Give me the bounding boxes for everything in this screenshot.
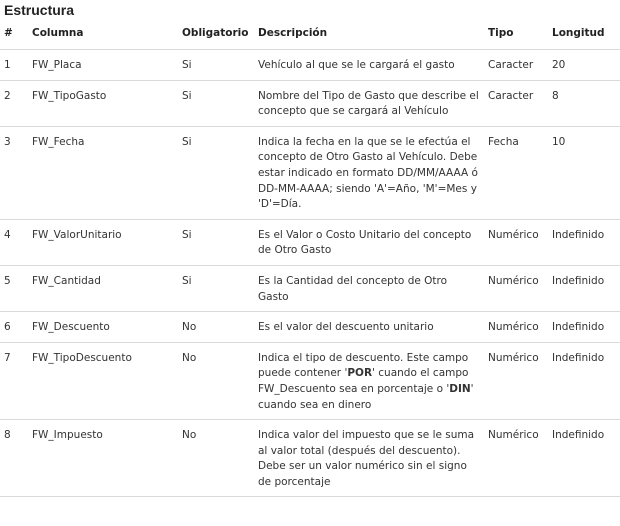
header-column: Columna (28, 22, 178, 50)
section-heading: Estructura (4, 2, 75, 18)
type-value: Numérico (484, 420, 548, 497)
description: Es el Valor o Costo Unitario del concepto de Otro Gasto (254, 219, 484, 265)
table-row (0, 219, 620, 265)
header-number: # (0, 22, 28, 50)
column-name: FW_Descuento (28, 312, 178, 343)
description-text: ' cuando sea en dinero (258, 382, 474, 411)
required-value: Si (178, 126, 254, 219)
table-row (0, 420, 620, 497)
type-value: Numérico (484, 219, 548, 265)
structure-table (0, 22, 620, 497)
column-name: FW_ValorUnitario (28, 219, 178, 265)
required-value: Si (178, 50, 254, 81)
row-number: 4 (0, 219, 28, 265)
column-name: FW_Cantidad (28, 265, 178, 311)
type-value: Fecha (484, 126, 548, 219)
length-value: 8 (548, 80, 620, 126)
description-text: Indica el tipo de descuento. Este campo puede contener ' (258, 351, 469, 380)
type-value: Caracter (484, 80, 548, 126)
required-value: Si (178, 80, 254, 126)
table-row (0, 50, 620, 81)
required-value: Si (178, 219, 254, 265)
required-value: No (178, 342, 254, 419)
column-name: FW_Fecha (28, 126, 178, 219)
description: Es el valor del descuento unitario (254, 312, 484, 343)
row-number: 6 (0, 312, 28, 343)
header-row (0, 22, 620, 50)
required-value: No (178, 420, 254, 497)
header-length: Longitud (548, 22, 620, 50)
column-name: FW_TipoDescuento (28, 342, 178, 419)
type-value: Numérico (484, 312, 548, 343)
row-number: 5 (0, 265, 28, 311)
required-value: Si (178, 265, 254, 311)
header-required: Obligatorio (178, 22, 254, 50)
keyword-por: POR (347, 367, 373, 380)
row-number: 8 (0, 420, 28, 497)
keyword-din: DIN (449, 382, 471, 395)
length-value: 20 (548, 50, 620, 81)
row-number: 3 (0, 126, 28, 219)
description (254, 342, 484, 419)
length-value: Indefinido (548, 420, 620, 497)
column-name: FW_TipoGasto (28, 80, 178, 126)
required-value: No (178, 312, 254, 343)
description: Indica la fecha en la que se le efectúa el concepto de Otro Gasto al Vehículo. Debe estar indicado en formato DD/MM/AAAA ó DD-MM-AAAA; siendo 'A'=Año, 'M'=Mes y 'D'=Día. (254, 126, 484, 219)
description: Nombre del Tipo de Gasto que describe el concepto que se cargará al Vehículo (254, 80, 484, 126)
length-value: Indefinido (548, 342, 620, 419)
length-value: Indefinido (548, 312, 620, 343)
row-number: 2 (0, 80, 28, 126)
column-name: FW_Impuesto (28, 420, 178, 497)
length-value: Indefinido (548, 265, 620, 311)
description: Vehículo al que se le cargará el gasto (254, 50, 484, 81)
description-text: ' cuando el campo FW_Descuento sea en porcentaje o ' (258, 367, 469, 395)
table-row (0, 80, 620, 126)
column-name: FW_Placa (28, 50, 178, 81)
type-value: Caracter (484, 50, 548, 81)
type-value: Numérico (484, 342, 548, 419)
description: Es la Cantidad del concepto de Otro Gasto (254, 265, 484, 311)
description: Indica valor del impuesto que se le suma al valor total (después del descuento). Debe ser un valor numérico sin el signo de porcentaje (254, 420, 484, 497)
table-row (0, 265, 620, 311)
row-number: 1 (0, 50, 28, 81)
table-row (0, 312, 620, 343)
header-type: Tipo (484, 22, 548, 50)
table-row (0, 126, 620, 219)
length-value: Indefinido (548, 219, 620, 265)
table-row (0, 342, 620, 419)
length-value: 10 (548, 126, 620, 219)
row-number: 7 (0, 342, 28, 419)
type-value: Numérico (484, 265, 548, 311)
header-description: Descripción (254, 22, 484, 50)
